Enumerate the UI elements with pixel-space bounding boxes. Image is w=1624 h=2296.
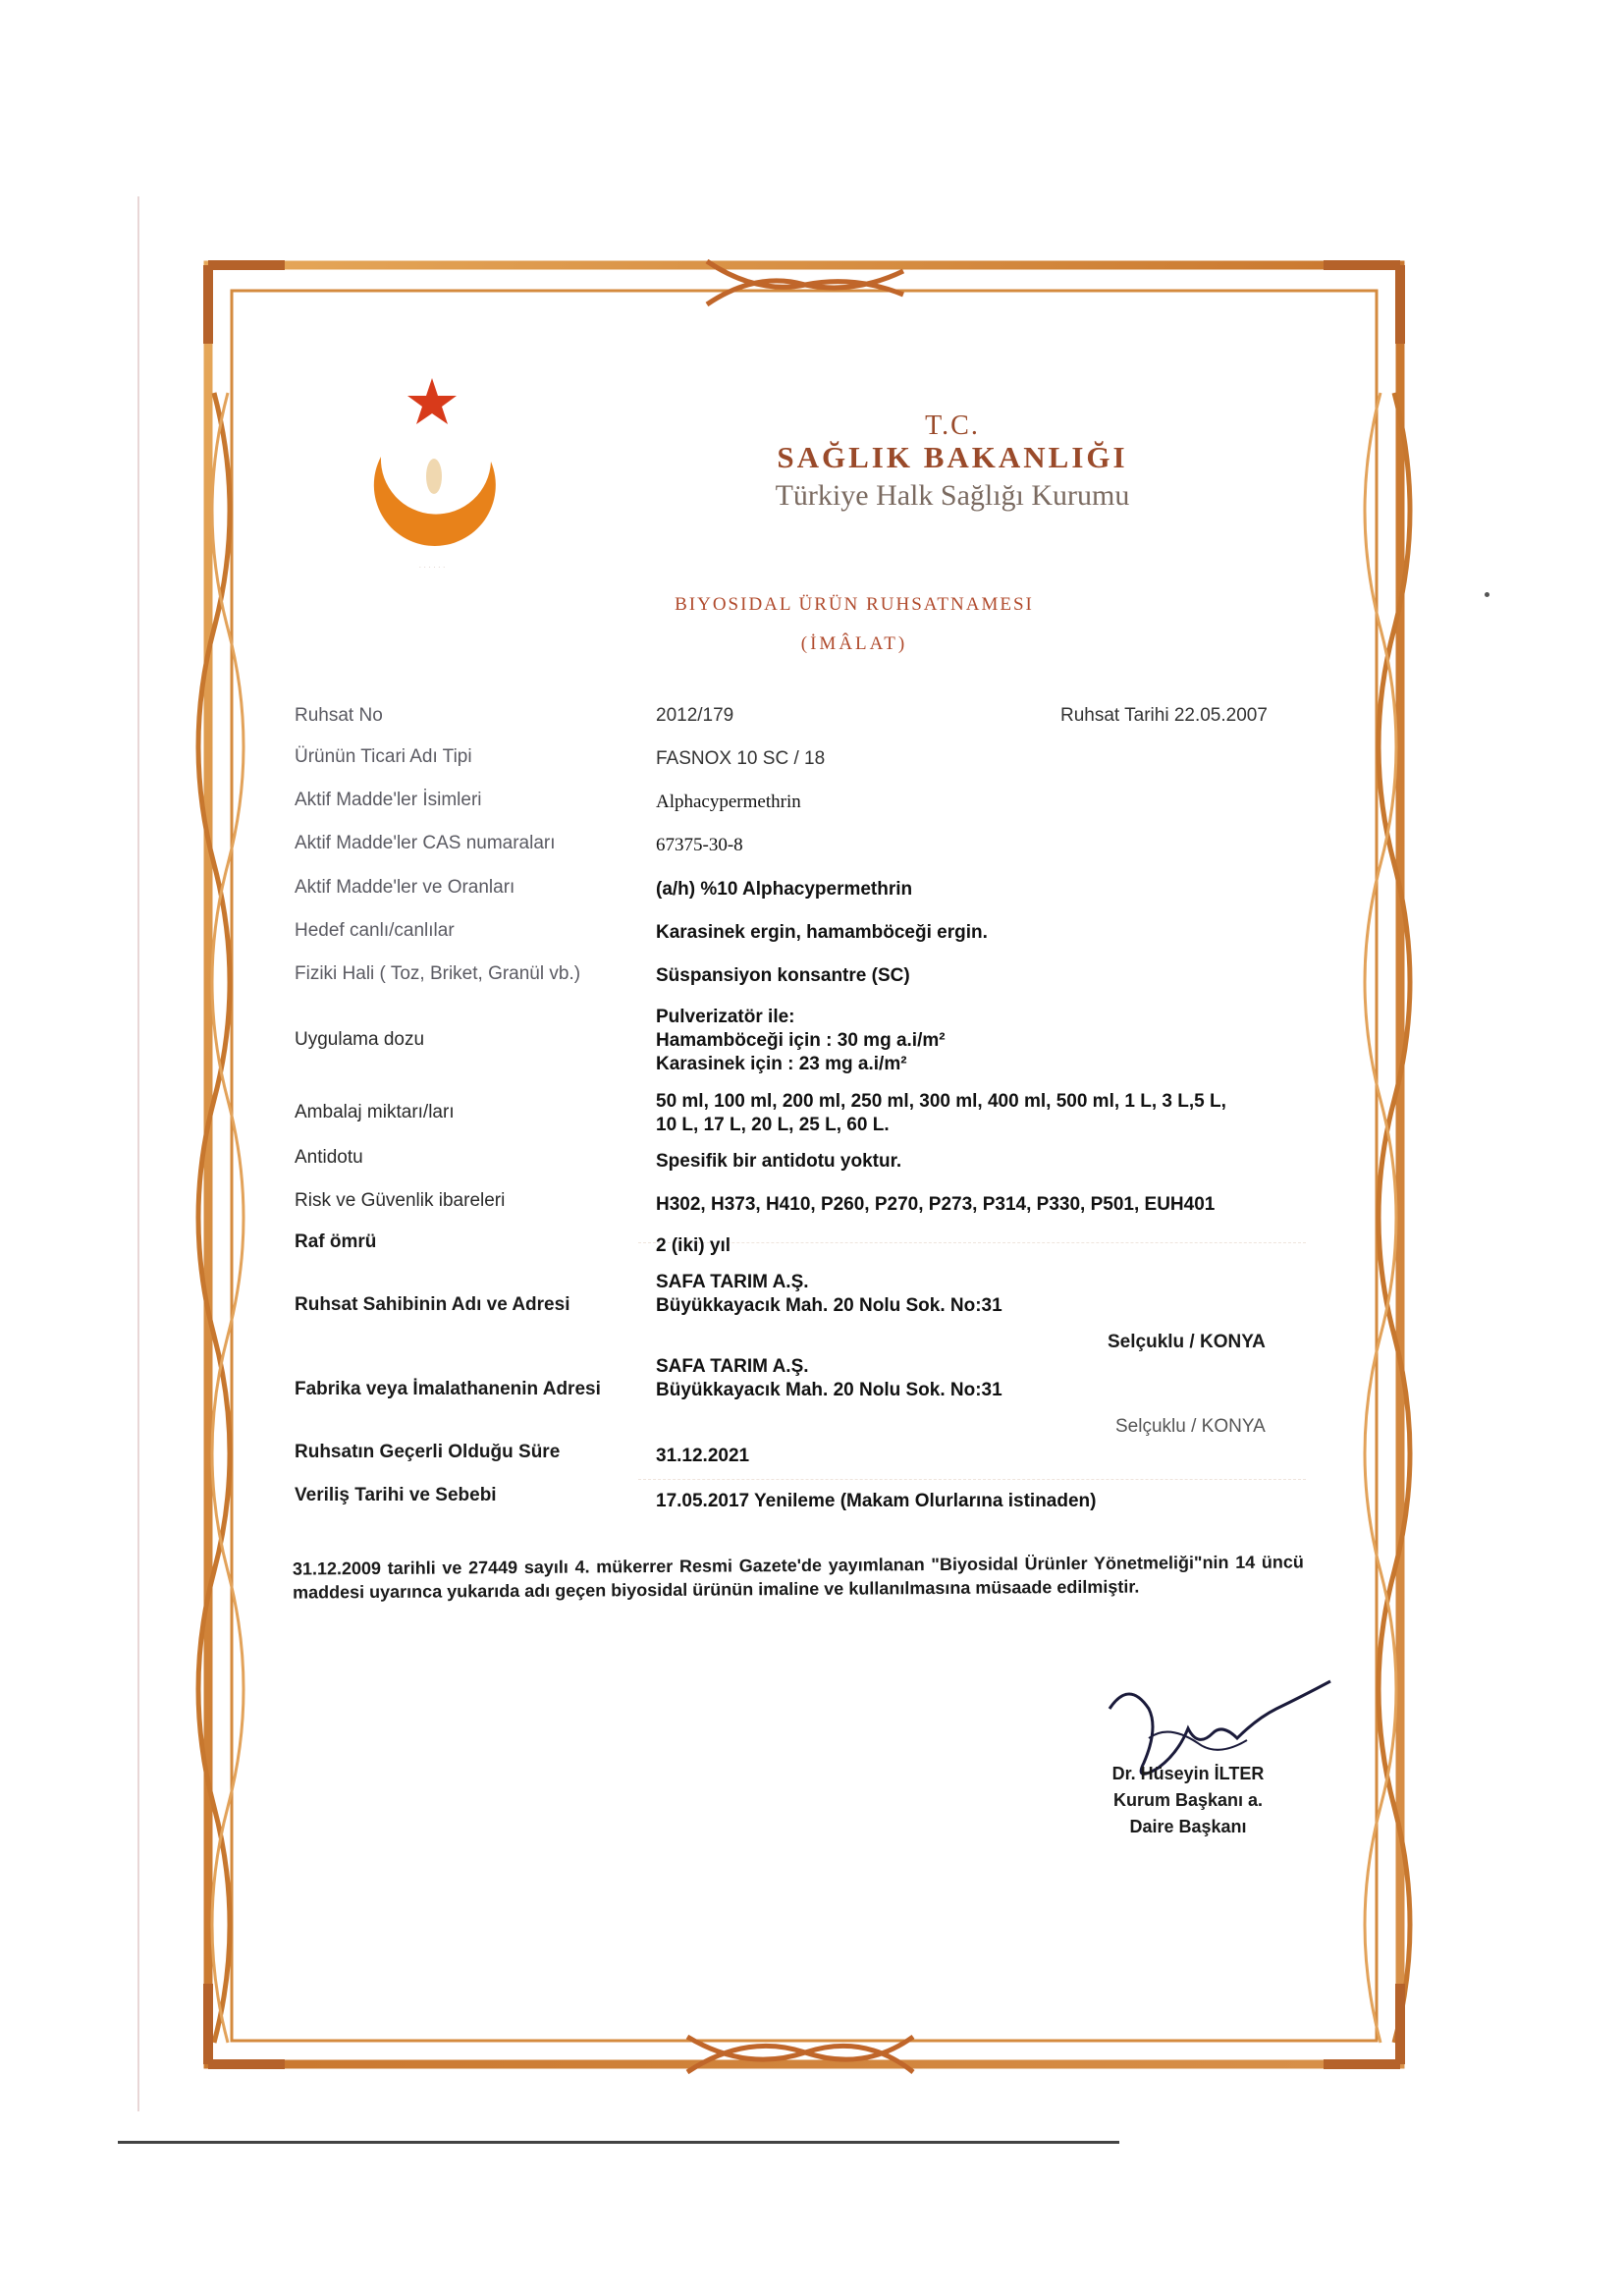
dose-line-2: Hamamböceği için : 30 mg a.i/m² — [656, 1030, 946, 1051]
field-value-holder — [656, 1271, 1002, 1318]
package-line-1: 50 ml, 100 ml, 200 ml, 250 ml, 300 ml, 400 ml, 500 ml, 1 L, 3 L,5 L, — [656, 1091, 1226, 1112]
field-value-issue: 17.05.2017 Yenileme (Makam Olurlarına istinaden) — [656, 1491, 1097, 1511]
field-value-validity: 31.12.2021 — [656, 1446, 750, 1466]
document-subtype: (İMÂLAT) — [800, 633, 908, 654]
header-institution: Türkiye Halk Sağlığı Kurumu — [775, 479, 1130, 512]
emblem-caption: · · · · · · — [418, 563, 446, 572]
field-value-product-name: FASNOX 10 SC / 18 — [656, 748, 826, 769]
signatory-name: Dr. Hüseyin İLTER — [1111, 1764, 1265, 1783]
field-label-target: Hedef canlı/canlılar — [295, 920, 455, 941]
package-line-2: 10 L, 17 L, 20 L, 25 L, 60 L. — [656, 1115, 890, 1135]
field-value-risk: H302, H373, H410, P260, P270, P273, P314, P330, P501, EUH401 — [656, 1194, 1216, 1215]
holder-city: Selçuklu / KONYA — [1108, 1332, 1266, 1352]
factory-line-2: Büyükkayacık Mah. 20 Nolu Sok. No:31 — [656, 1380, 1002, 1400]
field-value-package — [656, 1090, 1226, 1137]
field-value-cas: 67375-30-8 — [656, 835, 743, 855]
header-ministry: SAĞLIK BAKANLIĞI — [777, 440, 1128, 474]
dose-line-1: Pulverizatör ile: — [656, 1007, 795, 1027]
field-label-product-name: Ürünün Ticari Adı Tipi — [295, 746, 472, 767]
factory-line-1: SAFA TARIM A.Ş. — [656, 1356, 809, 1377]
field-label-issue: Veriliş Tarihi ve Sebebi — [295, 1485, 497, 1505]
field-label-cas: Aktif Madde'ler CAS numaraları — [295, 833, 556, 853]
field-label-active-names: Aktif Madde'ler İsimleri — [295, 790, 482, 810]
field-value-factory — [656, 1355, 1002, 1402]
authorization-statement: 31.12.2009 tarihli ve 27449 sayılı 4. mükerrer Resmi Gazete'de yayımlanan "Biyosidal Ürünler Yönetmeliği"nin 14 üncü maddesi uyarınca yukarıda adı geçen biyosidal ürünün imaline ve kullanılmasına müsaade edilmiştir. — [292, 1552, 1304, 1603]
ministry-emblem — [344, 368, 520, 604]
license-date-value: 22.05.2007 — [1173, 705, 1268, 726]
field-label-active-ratio: Aktif Madde'ler ve Oranları — [295, 877, 515, 898]
field-value-dose — [656, 1006, 946, 1076]
field-label-holder: Ruhsat Sahibinin Adı ve Adresi — [295, 1294, 570, 1315]
factory-city: Selçuklu / KONYA — [1115, 1416, 1266, 1437]
license-no-value: 2012/179 — [656, 705, 734, 726]
header-tc: T.C. — [925, 410, 980, 441]
field-value-shelf-life: 2 (iki) yıl — [656, 1235, 731, 1256]
license-no-label: Ruhsat No — [295, 705, 383, 726]
figure-icon — [426, 459, 442, 494]
field-label-antidote: Antidotu — [295, 1147, 363, 1168]
signatory-title-2: Daire Başkanı — [1129, 1817, 1247, 1836]
field-label-validity: Ruhsatın Geçerli Olduğu Süre — [295, 1442, 561, 1462]
holder-line-2: Büyükkayacık Mah. 20 Nolu Sok. No:31 — [656, 1295, 1002, 1316]
field-label-risk: Risk ve Güvenlik ibareleri — [295, 1190, 506, 1211]
document-type: BIYOSIDAL ÜRÜN RUHSATNAMESI — [675, 594, 1034, 615]
field-label-package: Ambalaj miktarı/ları — [295, 1102, 455, 1122]
field-value-physical-form: Süspansiyon konsantre (SC) — [656, 965, 910, 986]
field-value-target: Karasinek ergin, hamamböceği ergin. — [656, 922, 988, 943]
field-label-dose: Uygulama dozu — [295, 1029, 425, 1050]
field-value-active-ratio: (a/h) %10 Alphacypermethrin — [656, 879, 913, 900]
star-icon — [407, 378, 457, 424]
dose-line-3: Karasinek için : 23 mg a.i/m² — [656, 1054, 907, 1074]
field-value-active-names: Alphacypermethrin — [656, 792, 801, 812]
license-date — [1060, 705, 1268, 727]
signatory-title-1: Kurum Başkanı a. — [1112, 1790, 1264, 1810]
field-value-antidote: Spesifik bir antidotu yoktur. — [656, 1151, 902, 1172]
field-label-factory: Fabrika veya İmalathanenin Adresi — [295, 1379, 601, 1399]
license-date-label: Ruhsat Tarihi — [1060, 705, 1169, 726]
field-label-physical-form: Fiziki Hali ( Toz, Briket, Granül vb.) — [295, 963, 581, 984]
holder-line-1: SAFA TARIM A.Ş. — [656, 1272, 809, 1292]
field-label-shelf-life: Raf ömrü — [295, 1231, 377, 1252]
